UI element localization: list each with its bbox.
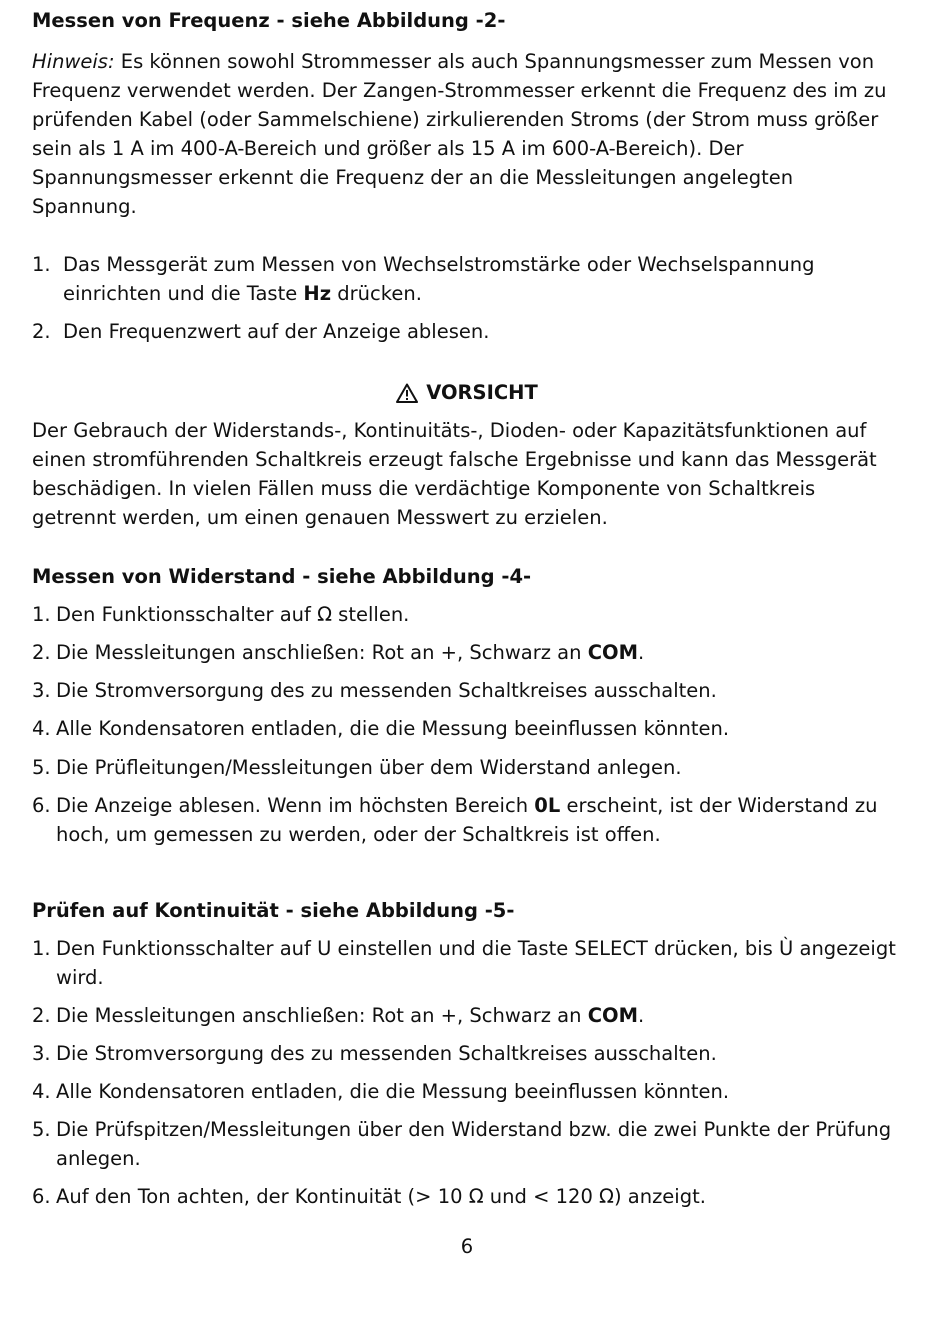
list-text: Die Stromversorgung des zu messenden Schaltkreises ausschalten.: [56, 679, 717, 702]
list-number: 3.: [32, 679, 51, 702]
list-item: [32, 791, 902, 849]
list-text: Die Messleitungen anschließen: Rot an +, Schwarz an: [56, 641, 588, 664]
key-label: Hz: [303, 282, 332, 305]
list-number: 6.: [32, 794, 51, 817]
list-item: [32, 676, 902, 705]
list-text: .: [638, 641, 645, 664]
list-text: Das Messgerät zum Messen von Wechselstromstärke oder Wechselspannung einrichten und die Taste: [63, 253, 815, 305]
list-text: Die Anzeige ablesen. Wenn im höchsten Bereich: [56, 794, 535, 817]
heading-resistance: Messen von Widerstand - siehe Abbildung -4-: [32, 565, 532, 588]
list-number: 2.: [32, 1004, 51, 1027]
list-text: Alle Kondensatoren entladen, die die Messung beeinflussen könnten.: [56, 1080, 730, 1103]
list-text: .: [638, 1004, 645, 1027]
list-item: [32, 1115, 902, 1173]
list-text: Alle Kondensatoren entladen, die die Messung beeinflussen könnten.: [56, 717, 730, 740]
caution-text: Der Gebrauch der Widerstands-, Kontinuitäts-, Dioden- oder Kapazitätsfunktionen auf einen stromführenden Schaltkreis erzeugt falsche Ergebnisse und kann das Messgerät beschädigen. In vielen Fällen muss die verdächtige Komponente von Schaltkreis getrennt werden, um einen genauen Messwert zu erzielen.: [32, 419, 877, 529]
list-number: 1.: [32, 253, 51, 276]
list-number: 5.: [32, 756, 51, 779]
list-text: Die Prüfspitzen/Messleitungen über den Widerstand bzw. die zwei Punkte der Prüfung anlegen.: [56, 1118, 892, 1170]
list-number: 4.: [32, 717, 51, 740]
list-text: Auf den Ton achten, der Kontinuität (> 10 Ω und < 120 Ω) anzeigt.: [56, 1185, 706, 1208]
list-item: [32, 1001, 902, 1030]
list-number: 3.: [32, 1042, 51, 1065]
heading-continuity: Prüfen auf Kontinuität - siehe Abbildung -5-: [32, 899, 515, 922]
heading-frequency: Messen von Frequenz - siehe Abbildung -2-: [32, 9, 506, 32]
display-code: 0L: [534, 794, 561, 817]
list-item: [32, 1039, 902, 1068]
note-label: Hinweis:: [32, 50, 115, 73]
list-item: [32, 600, 902, 629]
list-text: drücken.: [331, 282, 422, 305]
list-item: [32, 934, 902, 992]
list-item: [32, 250, 902, 308]
list-item: [32, 1182, 902, 1211]
list-text: erscheint, ist der Widerstand zu hoch, um gemessen zu werden, oder der Schaltkreis ist offen.: [56, 794, 878, 846]
list-text: Die Prüfleitungen/Messleitungen über dem Widerstand anlegen.: [56, 756, 682, 779]
note-text: Es können sowohl Strommesser als auch Spannungsmesser zum Messen von Frequenz verwendet werden. Der Zangen-Strommesser erkennt die Frequenz des im zu prüfenden Kabel (oder Sammelschiene) zirkulierenden Stroms (der Strom muss größer sein als 1 A im 400-A-Bereich und größer als 15 A im 600-A-Bereich). Der Spannungsmesser erkennt die Frequenz der an die Messleitungen angelegten Spannung.: [32, 50, 887, 218]
frequency-note: [32, 47, 902, 221]
terminal-label: COM: [587, 641, 638, 664]
page-number: 6: [460, 1235, 474, 1258]
list-item: [32, 714, 902, 743]
list-item: [32, 638, 902, 667]
list-item: [32, 1077, 902, 1106]
caution-title: [32, 378, 902, 407]
list-number: 1.: [32, 937, 51, 960]
list-number: 1.: [32, 603, 51, 626]
terminal-label: COM: [587, 1004, 638, 1027]
list-number: 6.: [32, 1185, 51, 1208]
list-number: 4.: [32, 1080, 51, 1103]
list-text: Die Stromversorgung des zu messenden Schaltkreises ausschalten.: [56, 1042, 717, 1065]
list-text: Die Messleitungen anschließen: Rot an +, Schwarz an: [56, 1004, 588, 1027]
list-text: Den Funktionsschalter auf U einstellen und die Taste SELECT drücken, bis Ù angezeigt wird.: [56, 937, 896, 989]
list-item: [32, 753, 902, 782]
list-number: 5.: [32, 1118, 51, 1141]
list-text: Den Frequenzwert auf der Anzeige ablesen.: [63, 320, 490, 343]
list-item: [32, 317, 902, 346]
warning-triangle-icon: [396, 383, 418, 403]
caution-label: VORSICHT: [426, 381, 538, 404]
list-text: Den Funktionsschalter auf Ω stellen.: [56, 603, 410, 626]
list-number: 2.: [32, 641, 51, 664]
list-number: 2.: [32, 320, 51, 343]
